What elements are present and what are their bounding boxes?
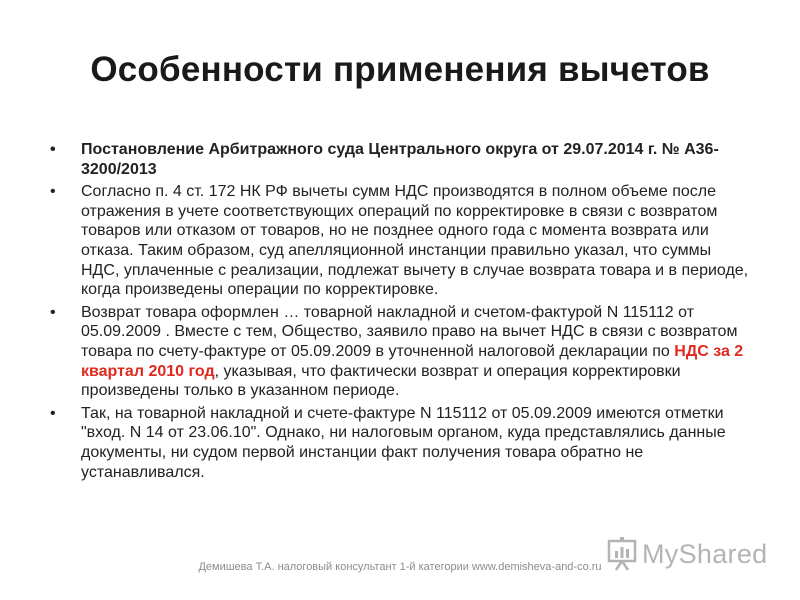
watermark-logo [606, 537, 767, 571]
bullet-text: Постановление Арбитражного суда Центрального округа от 29.07.2014 г. № А36-3200/2013 [81, 141, 719, 178]
bullet-item [50, 303, 750, 401]
highlighted-text: НДС за 2 квартал 2010 год [81, 342, 744, 380]
bullet-marker: • [50, 303, 56, 321]
bullet-item [50, 182, 750, 300]
watermark-text: MyShared [642, 538, 768, 569]
slide-title: Особенности применения вычетов [90, 50, 710, 89]
bullet-marker: • [50, 183, 56, 201]
bullet-text-before: Возврат товара оформлен … товарной накладной и счетом-фактурой N 115112 от 05.09.2009 . Вместе с тем, Общество, заявило право на вычет НДС в связи с возвратом товара по счету-фактуре от 05.09.2009 в уточненной налоговой декларации по [81, 303, 738, 360]
bullet-marker: • [50, 141, 56, 158]
bullet-text: Так, на товарной накладной и счете-фактуре N 115112 от 05.09.2009 имеются отметки "вход. N 14 от 23.06.10". Однако, ни налоговым органом, куда представлялись данные документы, ни судом первой инстанции факт получения товара обратно не устанавливался. [81, 404, 726, 481]
bullet-text: Согласно п. 4 ст. 172 НК РФ вычеты сумм НДС производятся в полном объеме после отражения в учете соответствующих операций по корректировке в связи с возвратом товаров или отказом от товаров, но не позднее одного года с момента возврата или отказа. Таким образом, суд апелляционной инстанции правильно указал, что суммы НДС, уплаченные с реализации, подлежат вычету в случае возврата товара и в периоде, когда произведены операции по корректировке. [81, 183, 749, 299]
bullet-marker: • [50, 404, 56, 422]
bullet-item [50, 404, 750, 482]
presentation-board-icon [606, 537, 638, 571]
bullet-item [50, 140, 750, 179]
bullet-list [50, 140, 750, 485]
bullet-text-after: , указывая, что фактически возврат и операция корректировки произведены только в указанном периоде. [81, 362, 681, 400]
slide-footer: Демишева Т.А. налоговый консультант 1-й категории www.demisheva-and-co.ru [198, 561, 602, 573]
bullet-text [81, 304, 743, 399]
